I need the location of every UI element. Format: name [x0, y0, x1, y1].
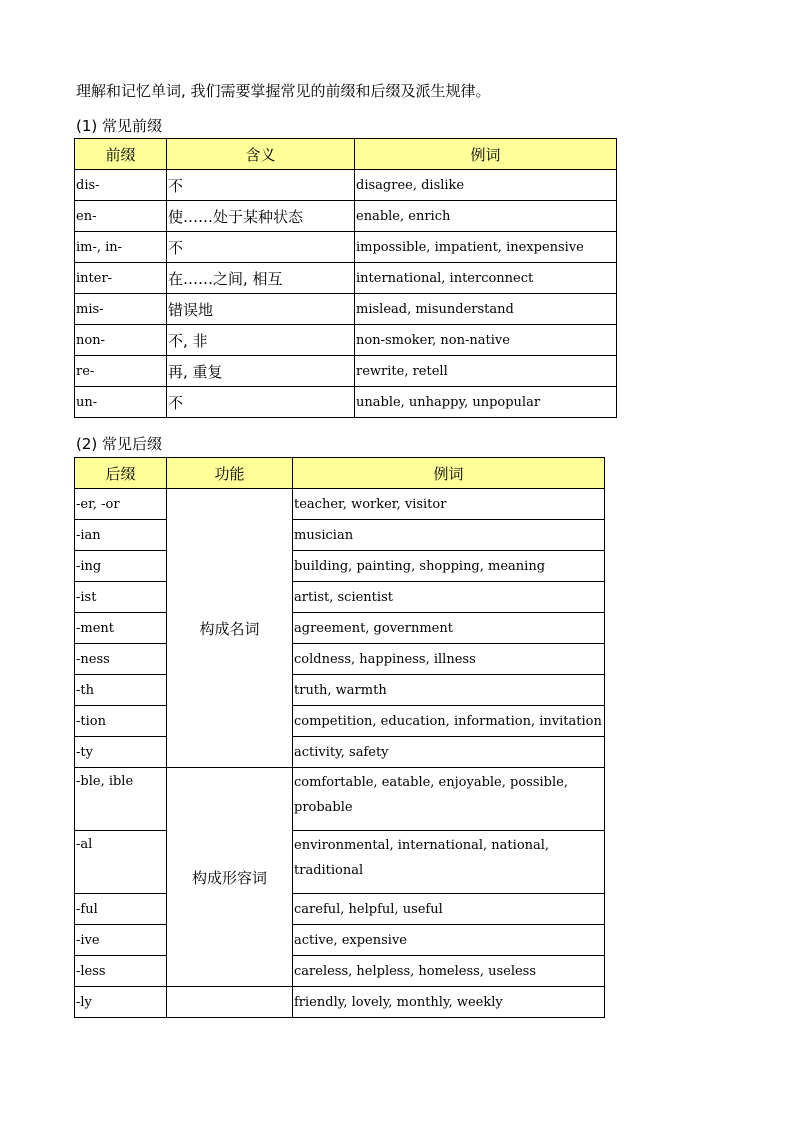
table-row [75, 325, 617, 356]
table-header-row [75, 458, 605, 489]
table-row [75, 551, 605, 582]
examples-line: environmental, international, national, [294, 838, 550, 853]
suffix-cell: -ment [75, 613, 167, 644]
examples-cell: activity, safety [293, 737, 605, 768]
header-suffix: 后缀 [75, 458, 167, 489]
table-row [75, 294, 617, 325]
header-examples: 例词 [293, 458, 605, 489]
table-row [75, 675, 605, 706]
table-row [75, 831, 605, 894]
suffix-cell: -al [75, 831, 167, 894]
table-row [75, 644, 605, 675]
suffix-cell: -tion [75, 706, 167, 737]
suffix-cell: -ly [75, 987, 167, 1018]
function-cell [167, 987, 293, 1018]
table-header-row [75, 139, 617, 170]
examples-cell: building, painting, shopping, meaning [293, 551, 605, 582]
suffix-section-title: (2) 常见后缀 [76, 435, 163, 453]
examples-cell: mislead, misunderstand [355, 294, 617, 325]
suffix-cell: -ty [75, 737, 167, 768]
prefix-cell: re- [75, 356, 167, 387]
meaning-cell: 在……之间, 相互 [167, 263, 355, 294]
suffix-cell: -er, -or [75, 489, 167, 520]
meaning-cell: 不 [167, 170, 355, 201]
examples-cell: careless, helpless, homeless, useless [293, 956, 605, 987]
examples-line: comfortable, eatable, enjoyable, possible, [294, 775, 568, 790]
examples-line: probable [294, 800, 353, 815]
intro-text: 理解和记忆单词, 我们需要掌握常见的前缀和后缀及派生规律。 [76, 82, 491, 100]
suffix-cell: -ness [75, 644, 167, 675]
prefix-cell: non- [75, 325, 167, 356]
table-row [75, 956, 605, 987]
meaning-cell: 再, 重复 [167, 356, 355, 387]
table-row [75, 201, 617, 232]
table-row [75, 987, 605, 1018]
meaning-cell: 错误地 [167, 294, 355, 325]
examples-cell: enable, enrich [355, 201, 617, 232]
function-adj-cell: 构成形容词 [167, 768, 293, 987]
table-row [75, 263, 617, 294]
examples-cell: non-smoker, non-native [355, 325, 617, 356]
table-row [75, 356, 617, 387]
suffix-cell: -ing [75, 551, 167, 582]
examples-cell: agreement, government [293, 613, 605, 644]
prefix-cell: mis- [75, 294, 167, 325]
examples-cell: musician [293, 520, 605, 551]
prefix-cell: dis- [75, 170, 167, 201]
header-function: 功能 [167, 458, 293, 489]
examples-cell: rewrite, retell [355, 356, 617, 387]
table-row [75, 925, 605, 956]
prefix-cell: im-, in- [75, 232, 167, 263]
examples-line: traditional [294, 863, 364, 878]
meaning-cell: 不 [167, 232, 355, 263]
table-row [75, 613, 605, 644]
examples-cell: truth, warmth [293, 675, 605, 706]
suffix-cell: -ian [75, 520, 167, 551]
table-row [75, 387, 617, 418]
examples-cell: unable, unhappy, unpopular [355, 387, 617, 418]
suffix-cell: -ist [75, 582, 167, 613]
examples-cell: active, expensive [293, 925, 605, 956]
suffix-table [74, 457, 605, 1018]
table-row [75, 489, 605, 520]
table-row [75, 768, 605, 831]
suffix-cell: -less [75, 956, 167, 987]
meaning-cell: 使……处于某种状态 [167, 201, 355, 232]
meaning-cell: 不, 非 [167, 325, 355, 356]
meaning-cell: 不 [167, 387, 355, 418]
examples-cell [293, 831, 605, 894]
suffix-cell: -ble, ible [75, 768, 167, 831]
prefix-cell: en- [75, 201, 167, 232]
examples-cell: competition, education, information, invitation [293, 706, 605, 737]
prefix-section-title: (1) 常见前缀 [76, 117, 163, 135]
prefix-cell: inter- [75, 263, 167, 294]
suffix-cell: -th [75, 675, 167, 706]
examples-cell: artist, scientist [293, 582, 605, 613]
examples-cell [293, 768, 605, 831]
examples-cell: teacher, worker, visitor [293, 489, 605, 520]
examples-cell: disagree, dislike [355, 170, 617, 201]
table-row [75, 232, 617, 263]
table-row [75, 520, 605, 551]
examples-cell: impossible, impatient, inexpensive [355, 232, 617, 263]
examples-cell: careful, helpful, useful [293, 894, 605, 925]
header-prefix: 前缀 [75, 139, 167, 170]
function-noun-cell: 构成名词 [167, 489, 293, 768]
prefix-table [74, 138, 617, 418]
table-row [75, 894, 605, 925]
table-row [75, 706, 605, 737]
table-row [75, 170, 617, 201]
examples-cell: international, interconnect [355, 263, 617, 294]
examples-cell: friendly, lovely, monthly, weekly [293, 987, 605, 1018]
header-meaning: 含义 [167, 139, 355, 170]
header-examples: 例词 [355, 139, 617, 170]
suffix-cell: -ive [75, 925, 167, 956]
table-row [75, 582, 605, 613]
suffix-cell: -ful [75, 894, 167, 925]
examples-cell: coldness, happiness, illness [293, 644, 605, 675]
table-row [75, 737, 605, 768]
prefix-cell: un- [75, 387, 167, 418]
